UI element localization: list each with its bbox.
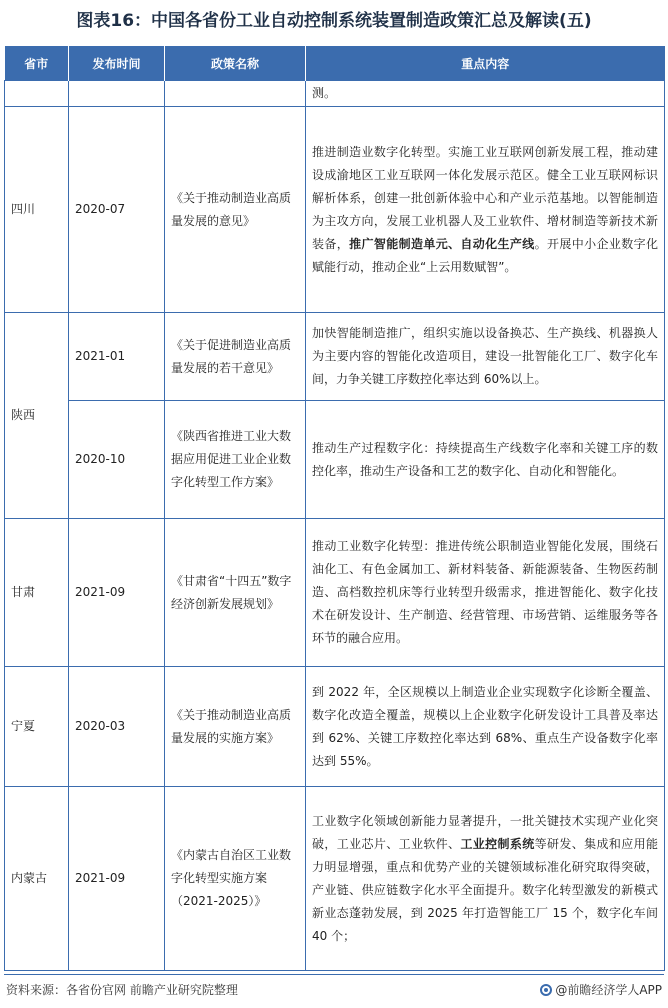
brand-text: @前瞻经济学人APP — [555, 983, 662, 997]
content-highlight: 推广智能制造单元、自动化生产线 — [349, 236, 535, 251]
policy-name-cell: 《关于促进制造业高质量发展的若干意见》 — [165, 313, 306, 401]
date-cell: 2021-09 — [69, 787, 165, 971]
table-row — [5, 107, 665, 313]
date-cell: 2020-10 — [69, 401, 165, 519]
source-note: 资料来源：各省份官网 前瞻产业研究院整理 — [6, 983, 238, 997]
content-text: 推进制造业数字化转型。实施工业互联网创新发展工程，推动建设成渝地区工业互联网一体化发展示范区。健全工业互联网标识解析体系，创建一批创新体验中心和产业示范基地。以智能制造为主攻方向，发展工业机器人及工业软件、增材制造等新技术新装备， — [312, 144, 658, 251]
table-row — [5, 81, 665, 107]
province-cell: 宁夏 — [5, 667, 69, 787]
content-cell — [306, 107, 665, 313]
column-header-province: 省市 — [5, 46, 69, 81]
table-row — [5, 667, 665, 787]
province-cell: 内蒙古 — [5, 787, 69, 971]
table-row — [5, 401, 665, 519]
date-cell: 2021-01 — [69, 313, 165, 401]
policy-name-cell: 《内蒙古自治区工业数字化转型实施方案（2021-2025）》 — [165, 787, 306, 971]
table-row — [5, 313, 665, 401]
date-cell — [69, 81, 165, 107]
column-header-content: 重点内容 — [306, 46, 665, 81]
column-header-date: 发布时间 — [69, 46, 165, 81]
policy-table — [4, 46, 665, 971]
policy-name-cell: 《陕西省推进工业大数据应用促进工业企业数字化转型工作方案》 — [165, 401, 306, 519]
brand-credit — [540, 981, 662, 998]
policy-name-cell: 《甘肃省“十四五”数字经济创新发展规划》 — [165, 519, 306, 667]
date-cell: 2020-03 — [69, 667, 165, 787]
content-highlight: 工业控制系统 — [460, 836, 535, 851]
content-cell: 推动生产过程数字化：持续提高生产线数字化率和关键工序的数控化率，推动生产设备和工艺的数字化、自动化和智能化。 — [306, 401, 665, 519]
policy-name-cell — [165, 81, 306, 107]
page-title: 图表16：中国各省份工业自动控制系统装置制造政策汇总及解读(五) — [76, 11, 592, 31]
province-cell: 四川 — [5, 107, 69, 313]
date-cell: 2020-07 — [69, 107, 165, 313]
province-cell: 陕西 — [5, 313, 69, 519]
content-cell: 测。 — [306, 81, 665, 107]
content-cell: 加快智能制造推广，组织实施以设备换芯、生产换线、机器换人为主要内容的智能化改造项目，建设一批智能化工厂、数字化车间，力争关键工序数控化率达到 60%以上。 — [306, 313, 665, 401]
policy-name-cell: 《关于推动制造业高质量发展的意见》 — [165, 107, 306, 313]
table-row — [5, 787, 665, 971]
table-row — [5, 519, 665, 667]
footer — [4, 974, 664, 1001]
province-cell — [5, 81, 69, 107]
province-cell: 甘肃 — [5, 519, 69, 667]
qianzhan-logo-icon — [540, 984, 552, 996]
content-text: 等研发、集成和应用能力明显增强，重点和优势产业的关键领域标准化研究取得突破，产业链、供应链数字化水平全面提升。数字化转型激发的新模式新业态蓬勃发展，到 2025 年打造智能工厂 15 个，数字化车间 40 个； — [312, 836, 658, 943]
content-text: 。开展中小企业数字化赋能行动，推动企业“上云用数赋智”。 — [312, 236, 658, 274]
content-cell: 推动工业数字化转型：推进传统公职制造业智能化发展，围绕石油化工、有色金属加工、新材料装备、新能源装备、生物医药制造、高档数控机床等行业转型升级需求，推进智能化、数字化技术在研发设计、生产制造、经营管理、市场营销、运维服务等各环节的融合应用。 — [306, 519, 665, 667]
column-header-policy-name: 政策名称 — [165, 46, 306, 81]
content-cell — [306, 787, 665, 971]
table-header-row — [5, 46, 665, 81]
date-cell: 2021-09 — [69, 519, 165, 667]
content-text: 工业数字化领域创新能力显著提升，一批关键技术实现产业化突破，工业芯片、工业软件、 — [312, 813, 658, 851]
policy-name-cell: 《关于推动制造业高质量发展的实施方案》 — [165, 667, 306, 787]
content-cell: 到 2022 年，全区规模以上制造业企业实现数字化诊断全覆盖、数字化改造全覆盖，规模以上企业数字化研发设计工具普及率达到 62%、关键工序数控化率达到 68%、重点生产设备数字化率达到 55%。 — [306, 667, 665, 787]
